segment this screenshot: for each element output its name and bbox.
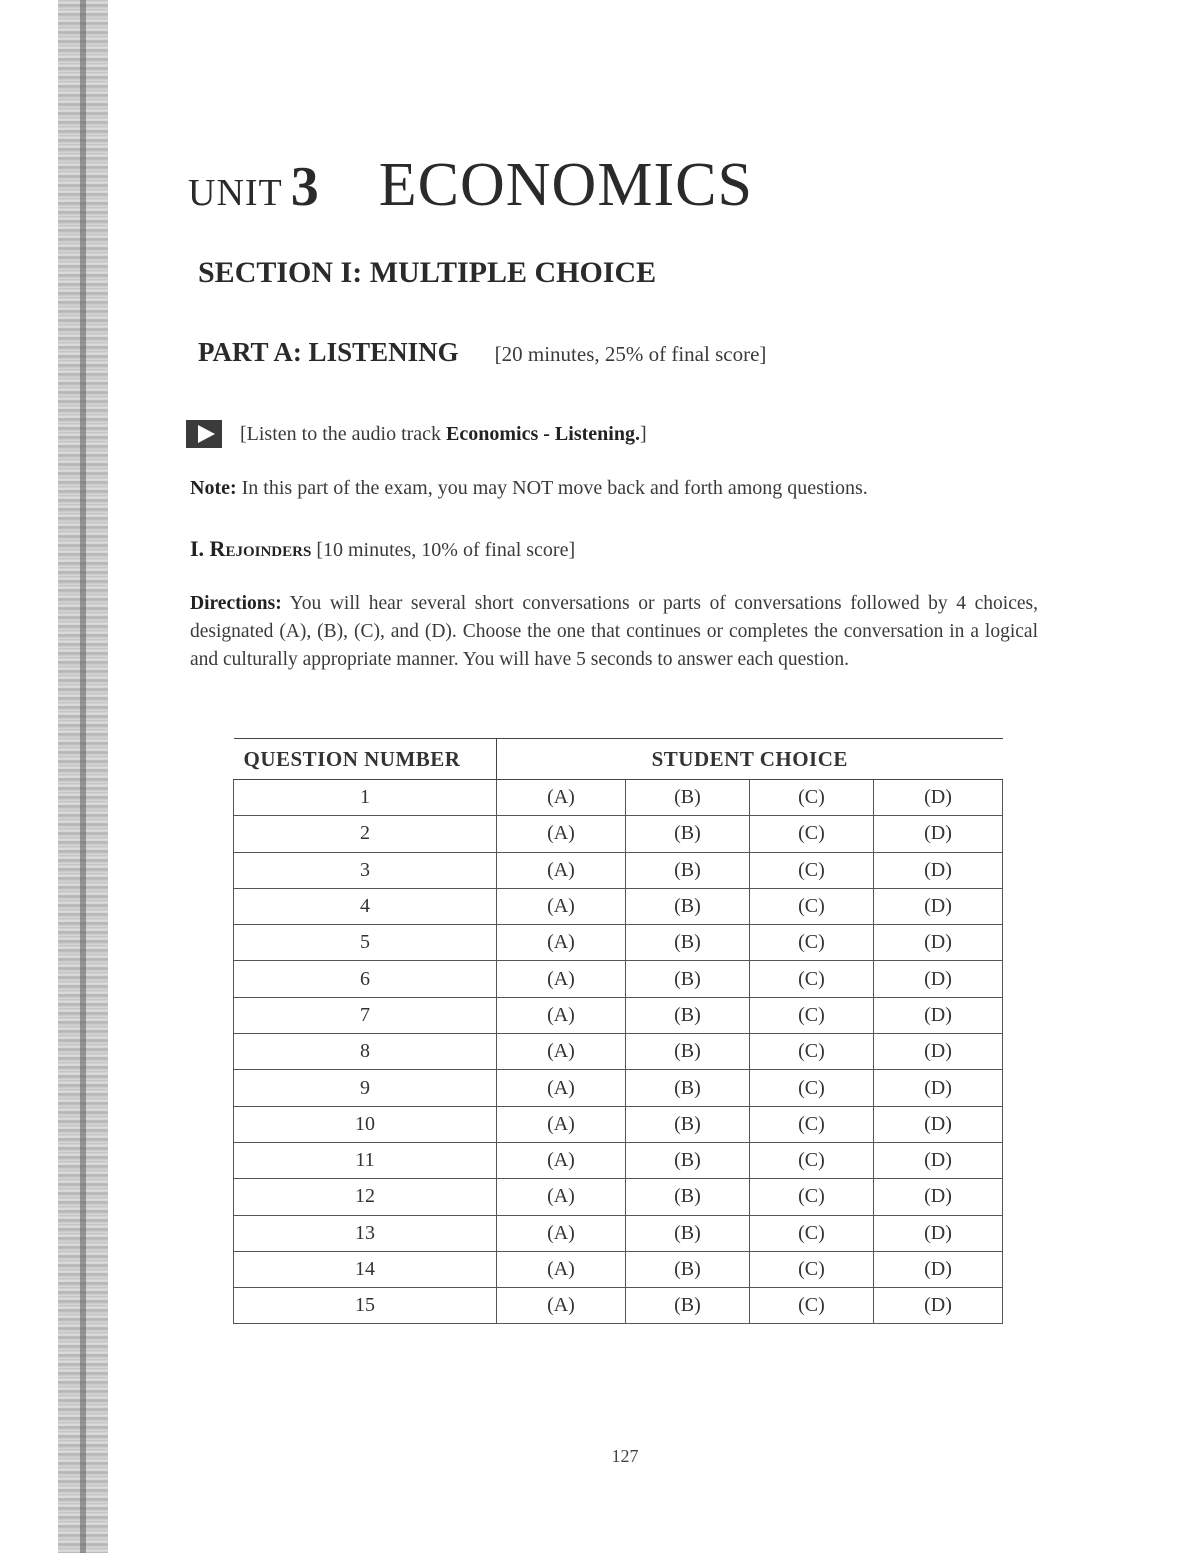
choice-d[interactable]: (D) — [873, 997, 1002, 1033]
choice-c[interactable]: (C) — [749, 780, 873, 816]
choice-b[interactable]: (B) — [625, 816, 749, 852]
table-row — [234, 1034, 1003, 1070]
table-row — [234, 1070, 1003, 1106]
rejoinders-heading — [190, 536, 575, 562]
table-row — [234, 1215, 1003, 1251]
question-number: 8 — [234, 1034, 497, 1070]
note-text: In this part of the exam, you may NOT move back and forth among questions. — [236, 477, 868, 499]
choice-c[interactable]: (C) — [749, 1142, 873, 1178]
choice-b[interactable]: (B) — [625, 780, 749, 816]
play-icon — [186, 420, 222, 448]
table-row — [234, 1288, 1003, 1324]
choice-a[interactable]: (A) — [497, 997, 626, 1033]
choice-b[interactable]: (B) — [625, 1142, 749, 1178]
audio-track-name: Economics - Listening. — [446, 422, 640, 445]
choice-c[interactable]: (C) — [749, 1288, 873, 1324]
choice-d[interactable]: (D) — [873, 925, 1002, 961]
directions-paragraph — [190, 590, 1038, 674]
rejoinders-time-note: [10 minutes, 10% of final score] — [311, 539, 576, 561]
choice-c[interactable]: (C) — [749, 1215, 873, 1251]
answer-grid — [233, 738, 1003, 1324]
choice-a[interactable]: (A) — [497, 1142, 626, 1178]
table-row — [234, 997, 1003, 1033]
choice-d[interactable]: (D) — [873, 1288, 1002, 1324]
choice-a[interactable]: (A) — [497, 1106, 626, 1142]
choice-b[interactable]: (B) — [625, 961, 749, 997]
audio-instruction-text: [Listen to the audio track Economics - Listening.] — [240, 422, 647, 445]
answer-grid-header — [234, 739, 1003, 780]
choice-c[interactable]: (C) — [749, 1106, 873, 1142]
table-row — [234, 780, 1003, 816]
choice-d[interactable]: (D) — [873, 780, 1002, 816]
answer-grid-body — [234, 780, 1003, 1324]
choice-c[interactable]: (C) — [749, 925, 873, 961]
directions-label: Directions: — [190, 593, 282, 614]
choice-a[interactable]: (A) — [497, 1288, 626, 1324]
table-row — [234, 852, 1003, 888]
question-number: 11 — [234, 1142, 497, 1178]
question-number: 2 — [234, 816, 497, 852]
question-number: 9 — [234, 1070, 497, 1106]
choice-b[interactable]: (B) — [625, 1034, 749, 1070]
choice-b[interactable]: (B) — [625, 1106, 749, 1142]
choice-c[interactable]: (C) — [749, 852, 873, 888]
choice-d[interactable]: (D) — [873, 852, 1002, 888]
choice-d[interactable]: (D) — [873, 1179, 1002, 1215]
choice-a[interactable]: (A) — [497, 925, 626, 961]
table-row — [234, 961, 1003, 997]
note-label: Note: — [190, 477, 237, 499]
choice-c[interactable]: (C) — [749, 1179, 873, 1215]
choice-c[interactable]: (C) — [749, 888, 873, 924]
question-number: 15 — [234, 1288, 497, 1324]
part-title: PART A: LISTENING — [198, 337, 459, 367]
choice-c[interactable]: (C) — [749, 997, 873, 1033]
table-row — [234, 925, 1003, 961]
choice-d[interactable]: (D) — [873, 1034, 1002, 1070]
choice-a[interactable]: (A) — [497, 1034, 626, 1070]
choice-a[interactable]: (A) — [497, 1070, 626, 1106]
question-number-header: QUESTION NUMBER — [234, 739, 497, 780]
choice-d[interactable]: (D) — [873, 1215, 1002, 1251]
unit-number: 3 — [290, 156, 319, 218]
choice-c[interactable]: (C) — [749, 816, 873, 852]
page-number: 127 — [611, 1446, 639, 1466]
audio-instruction — [186, 420, 647, 448]
choice-d[interactable]: (D) — [873, 961, 1002, 997]
choice-a[interactable]: (A) — [497, 888, 626, 924]
choice-b[interactable]: (B) — [625, 1215, 749, 1251]
question-number: 6 — [234, 961, 497, 997]
table-row — [234, 888, 1003, 924]
question-number: 4 — [234, 888, 497, 924]
part-time-note: [20 minutes, 25% of final score] — [494, 342, 767, 366]
page-binding-edge — [80, 0, 86, 1553]
choice-c[interactable]: (C) — [749, 1251, 873, 1287]
choice-a[interactable]: (A) — [497, 1215, 626, 1251]
part-heading — [198, 337, 766, 368]
directions-text: You will hear several short conversations or parts of conversations followed by 4 choices, designated (A), (B), (C), and (D). Choose the one that continues or completes the conversation in a logical and culturally appropriate manner. You will have 5 seconds to answer each question. — [190, 593, 1038, 670]
choice-d[interactable]: (D) — [873, 1070, 1002, 1106]
choice-a[interactable]: (A) — [497, 1251, 626, 1287]
table-row — [234, 1106, 1003, 1142]
choice-c[interactable]: (C) — [749, 961, 873, 997]
choice-b[interactable]: (B) — [625, 1070, 749, 1106]
question-number: 1 — [234, 780, 497, 816]
unit-heading — [188, 150, 753, 230]
choice-b[interactable]: (B) — [625, 852, 749, 888]
choice-b[interactable]: (B) — [625, 1251, 749, 1287]
question-number: 14 — [234, 1251, 497, 1287]
question-number: 13 — [234, 1215, 497, 1251]
choice-c[interactable]: (C) — [749, 1034, 873, 1070]
exam-note — [190, 477, 868, 500]
table-row — [234, 1179, 1003, 1215]
choice-a[interactable]: (A) — [497, 780, 626, 816]
question-number: 10 — [234, 1106, 497, 1142]
choice-b[interactable]: (B) — [625, 888, 749, 924]
table-row — [234, 1251, 1003, 1287]
choice-a[interactable]: (A) — [497, 816, 626, 852]
question-number: 3 — [234, 852, 497, 888]
choice-a[interactable]: (A) — [497, 852, 626, 888]
question-number: 12 — [234, 1179, 497, 1215]
question-number: 7 — [234, 997, 497, 1033]
student-choice-header: STUDENT CHOICE — [497, 739, 1003, 780]
question-number: 5 — [234, 925, 497, 961]
choice-b[interactable]: (B) — [625, 997, 749, 1033]
choice-c[interactable]: (C) — [749, 1070, 873, 1106]
section-title: SECTION I: MULTIPLE CHOICE — [198, 256, 657, 289]
unit-word: UNIT — [188, 172, 283, 214]
table-row — [234, 1142, 1003, 1178]
choice-a[interactable]: (A) — [497, 961, 626, 997]
table-row — [234, 816, 1003, 852]
choice-d[interactable]: (D) — [873, 1142, 1002, 1178]
choice-b[interactable]: (B) — [625, 1179, 749, 1215]
choice-b[interactable]: (B) — [625, 925, 749, 961]
choice-d[interactable]: (D) — [873, 816, 1002, 852]
choice-d[interactable]: (D) — [873, 1106, 1002, 1142]
choice-d[interactable]: (D) — [873, 1251, 1002, 1287]
choice-b[interactable]: (B) — [625, 1288, 749, 1324]
choice-a[interactable]: (A) — [497, 1179, 626, 1215]
unit-name: ECONOMICS — [378, 151, 753, 219]
choice-d[interactable]: (D) — [873, 888, 1002, 924]
rejoinders-title: I. Rejoinders — [190, 536, 312, 561]
